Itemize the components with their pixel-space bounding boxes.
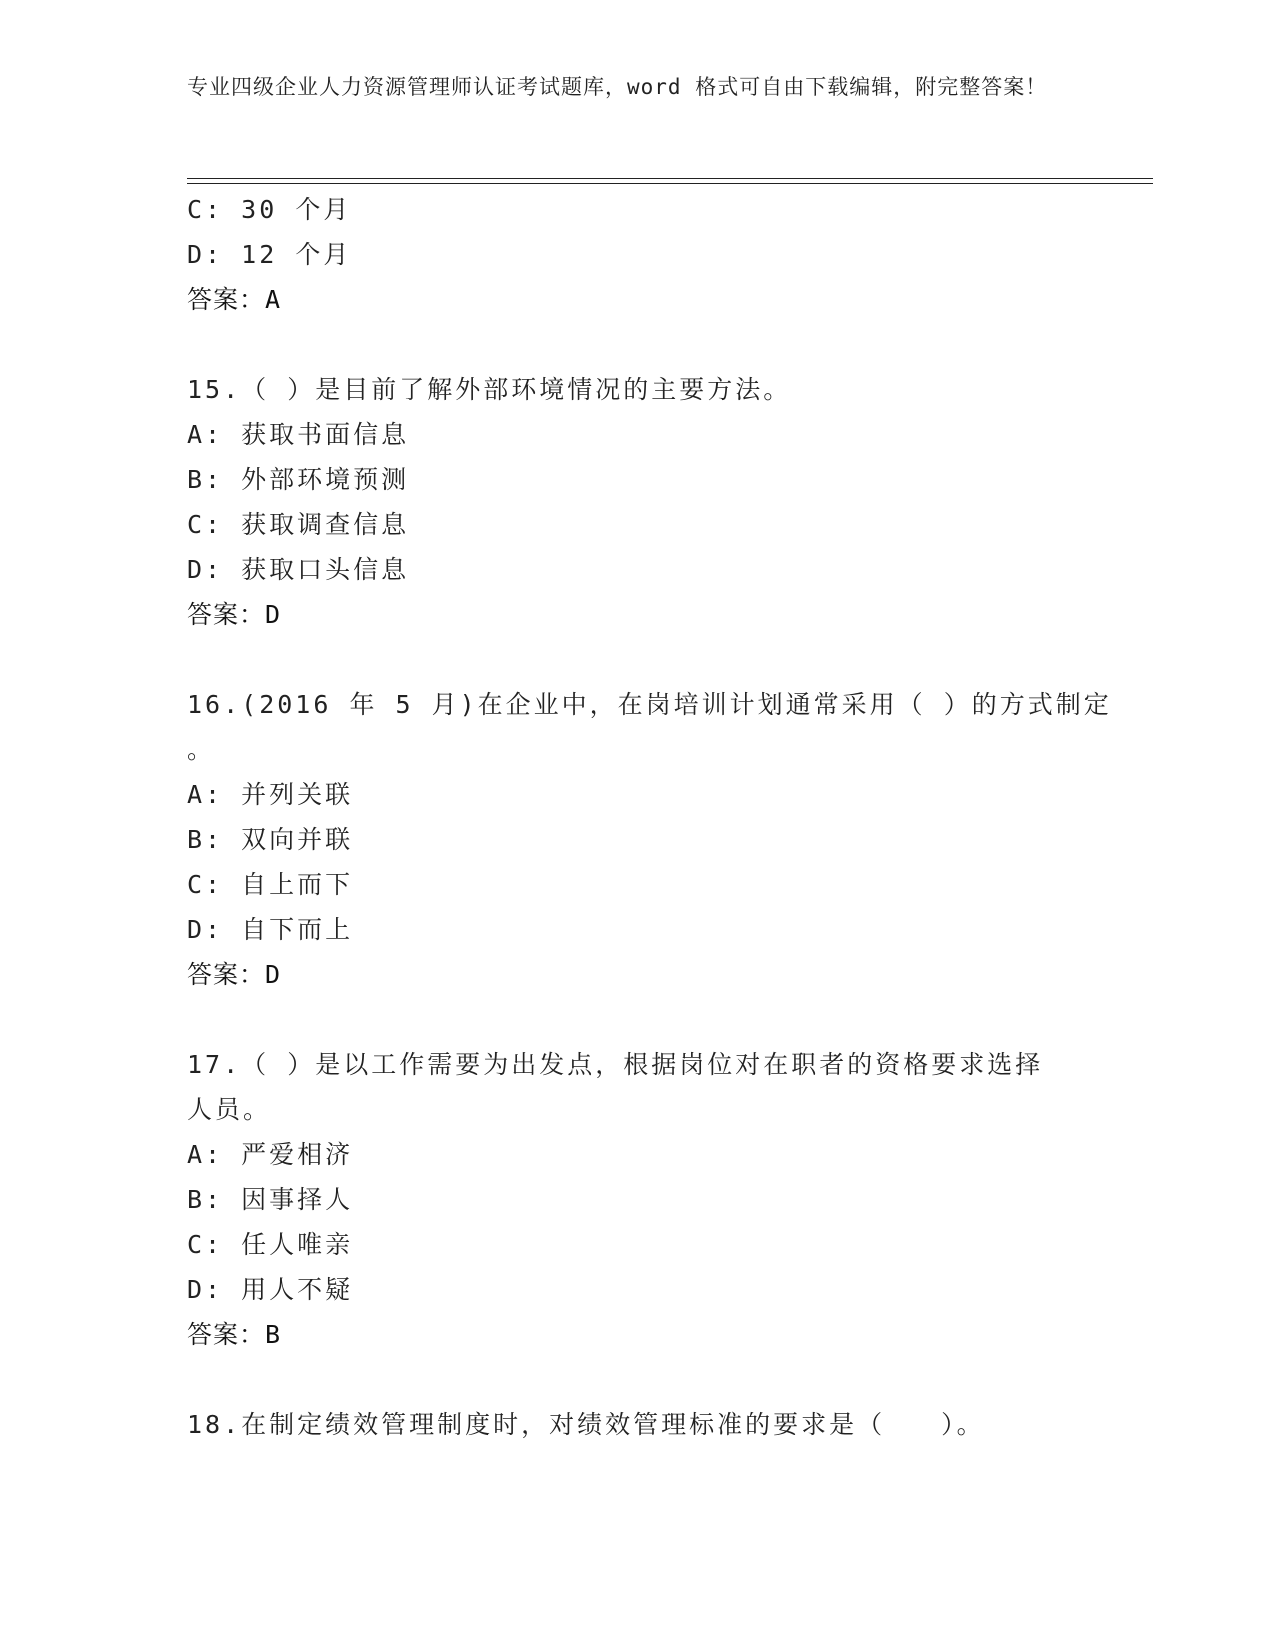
header-divider-top [187,178,1153,179]
question-15-stem: 15.（ ）是目前了解外部环境情况的主要方法。 [187,375,792,404]
question-17-option-a: A: 严爱相济 [187,1140,354,1169]
question-15-answer: 答案：D [187,600,283,629]
question-15-option-c: C: 获取调查信息 [187,510,410,539]
question-15-option-a: A: 获取书面信息 [187,420,410,449]
question-16-stem-cont: 。 [187,735,216,764]
answer-line: 答案：A [187,285,283,314]
question-18-stem: 18.在制定绩效管理制度时，对绩效管理标准的要求是（ ）。 [187,1410,985,1439]
question-17-option-b: B: 因事择人 [187,1185,354,1214]
question-16-answer: 答案：D [187,960,283,989]
question-17-option-d: D: 用人不疑 [187,1275,354,1304]
option-d: D: 12 个月 [187,240,352,269]
question-16-option-a: A: 并列关联 [187,780,354,809]
question-16-option-c: C: 自上而下 [187,870,354,899]
question-16-option-b: B: 双向并联 [187,825,354,854]
question-17-stem: 17.（ ）是以工作需要为出发点，根据岗位对在职者的资格要求选择 [187,1050,1044,1079]
question-15-option-b: B: 外部环境预测 [187,465,410,494]
question-17-option-c: C: 任人唯亲 [187,1230,354,1259]
header-divider-bottom [187,183,1153,184]
page-header: 专业四级企业人力资源管理师认证考试题库，word 格式可自由下载编辑，附完整答案！ [187,75,1048,99]
question-17-stem-cont: 人员。 [187,1095,272,1124]
question-16-option-d: D: 自下而上 [187,915,354,944]
question-16-stem: 16.(2016 年 5 月)在企业中，在岗培训计划通常采用（ ）的方式制定 [187,690,1112,719]
option-c: C: 30 个月 [187,195,352,224]
question-17-answer: 答案：B [187,1320,283,1349]
question-15-option-d: D: 获取口头信息 [187,555,410,584]
